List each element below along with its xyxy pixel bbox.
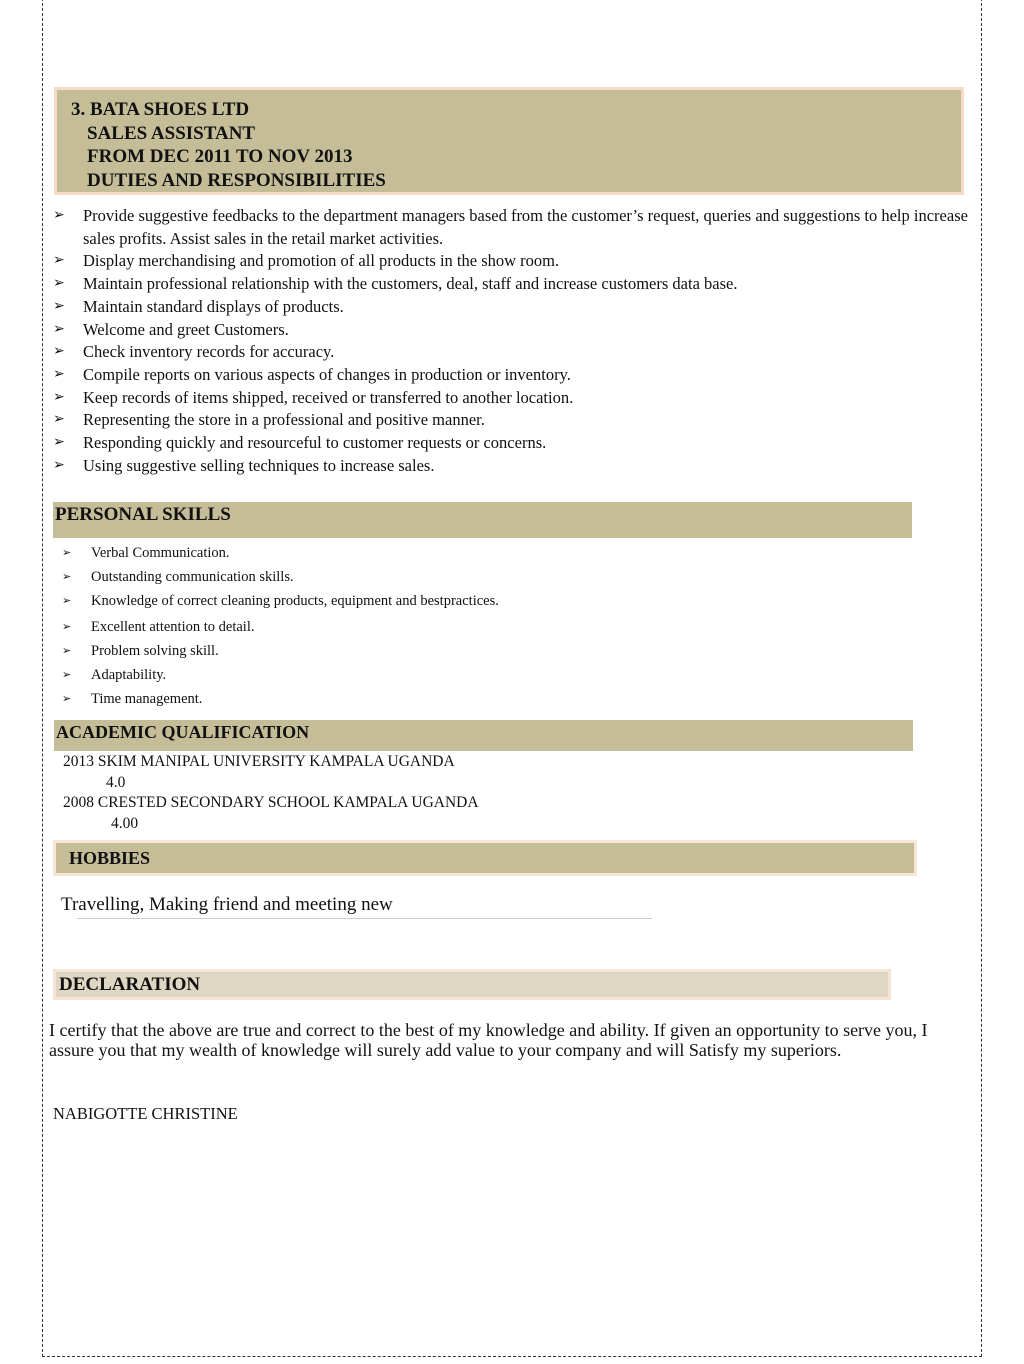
list-item: ➢ Maintain standard displays of products.: [53, 296, 978, 319]
divider: [77, 918, 652, 919]
duties-heading: DUTIES AND RESPONSIBILITIES: [87, 169, 386, 191]
list-item: ➢ Maintain professional relationship with the customers, deal, staff and increase customers data base.: [53, 273, 978, 296]
list-item: ➢ Using suggestive selling techniques to increase sales.: [53, 455, 978, 478]
list-item: ➢ Compile reports on various aspects of changes in production or inventory.: [53, 364, 978, 387]
declaration-heading: DECLARATION: [53, 969, 891, 1000]
skills-heading: PERSONAL SKILLS: [53, 502, 912, 538]
list-item: ➢ Problem solving skill.: [62, 639, 499, 663]
list-item: ➢ Keep records of items shipped, received or transferred to another location.: [53, 387, 978, 410]
list-item: ➢ Representing the store in a professional and positive manner.: [53, 409, 978, 432]
hobbies-text: Travelling, Making friend and meeting new: [61, 894, 393, 915]
list-item: ➢ Display merchandising and promotion of all products in the show room.: [53, 250, 978, 273]
academic-entry-grade: 4.0: [106, 773, 126, 791]
academic-heading: ACADEMIC QUALIFICATION: [54, 720, 913, 751]
list-item: ➢ Check inventory records for accuracy.: [53, 341, 978, 364]
academic-list: [63, 752, 479, 834]
list-item: ➢ Verbal Communication.: [62, 541, 499, 565]
job-position: SALES ASSISTANT: [87, 122, 256, 144]
list-item: ➢ Welcome and greet Customers.: [53, 319, 978, 342]
list-item: ➢ Knowledge of correct cleaning products, equipment and bestpractices.: [62, 589, 499, 615]
signature-name: NABIGOTTE CHRISTINE: [53, 1104, 238, 1123]
list-item: ➢ Time management.: [62, 687, 499, 711]
list-item: ➢ Outstanding communication skills.: [62, 565, 499, 589]
declaration-text: I certify that the above are true and correct to the best of my knowledge and ability. If given an opportunity to serve you, I assure you that my wealth of knowledge will surely add value to your company and will Satisfy my superiors.: [49, 1020, 928, 1060]
list-item: ➢ Responding quickly and resourceful to customer requests or concerns.: [53, 432, 978, 455]
list-item: ➢ Adaptability.: [62, 663, 499, 687]
job-header: [54, 87, 964, 195]
company-name: 3. BATA SHOES LTD: [71, 99, 250, 120]
job-period: FROM DEC 2011 TO NOV 2013: [87, 146, 353, 167]
skills-list: [62, 541, 499, 711]
list-item: ➢ Provide suggestive feedbacks to the department managers based from the customer’s request, queries and suggestions to help increase sales profits. Assist sales in the retail market activities.: [53, 205, 978, 250]
academic-entry-title: 2013 SKIM MANIPAL UNIVERSITY KAMPALA UGANDA: [63, 753, 455, 770]
list-item: ➢ Excellent attention to detail.: [62, 615, 499, 639]
hobbies-heading: HOBBIES: [53, 840, 917, 876]
academic-entry-title: 2008 CRESTED SECONDARY SCHOOL KAMPALA UGANDA: [63, 794, 479, 811]
academic-entry-grade: 4.00: [111, 814, 139, 832]
duties-list: [53, 205, 978, 477]
